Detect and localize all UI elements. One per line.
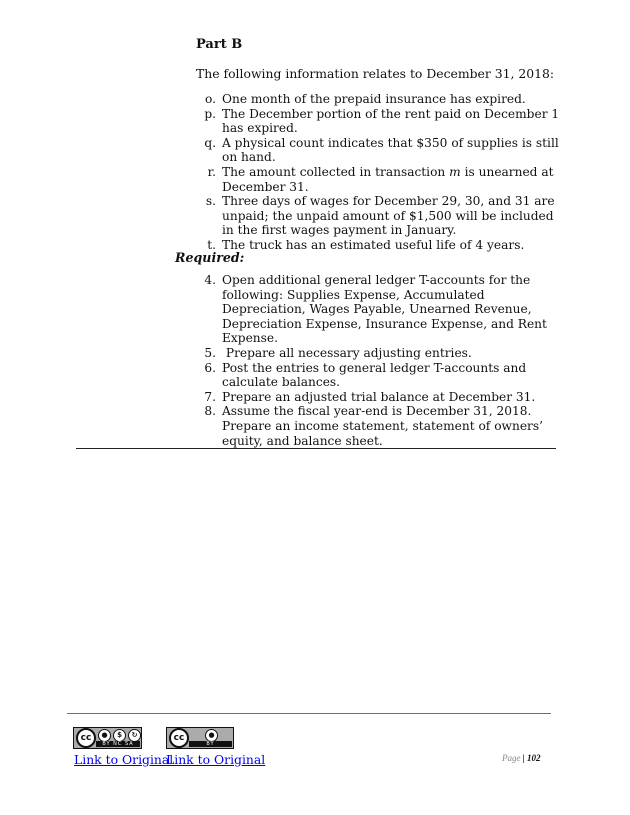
item-text: The truck has an estimated useful life of 4 years.: [222, 237, 525, 252]
intro-text: The following information relates to December 31, 2018:: [196, 66, 555, 81]
item-text: The December portion of the rent paid on December 1 has expired.: [222, 106, 560, 136]
item-marker: p.: [204, 106, 216, 121]
license-icons: [189, 729, 218, 742]
list-item: [196, 194, 566, 238]
badge-caption: BY NC SA: [96, 741, 140, 747]
step-marker: 8.: [204, 404, 216, 419]
step-marker: 5.: [204, 345, 216, 360]
page-label: Page: [502, 753, 521, 763]
list-item: [196, 390, 568, 405]
badge-caption: BY: [189, 741, 232, 747]
noncommercial-icon: $: [113, 729, 126, 742]
list-item: [196, 361, 568, 390]
list-item: [196, 238, 566, 253]
item-marker: q.: [204, 135, 216, 150]
cc-by-nc-sa-badge: [73, 727, 142, 749]
list-item: [196, 92, 566, 107]
adjustment-list: [196, 92, 566, 253]
step-text: Assume the fiscal year-end is December 31, 2018. Prepare an income statement, statement of owners’ equity, and balance sheet.: [222, 404, 543, 448]
step-text: Prepare all necessary adjusting entries.: [222, 345, 472, 360]
link-to-original-a[interactable]: Link to Original: [74, 752, 174, 767]
page-number: [502, 753, 540, 763]
required-steps-list: [196, 273, 568, 448]
list-item: [196, 165, 566, 194]
cc-icon: cc: [76, 728, 96, 748]
part-title: Part B: [196, 37, 243, 52]
step-marker: 7.: [204, 389, 216, 404]
item-text: One month of the prepaid insurance has expired.: [222, 92, 526, 106]
list-item: [196, 346, 568, 361]
page-separator: |: [522, 753, 525, 763]
section-divider: [76, 448, 556, 449]
item-text: A physical count indicates that $350 of supplies is still on hand.: [222, 135, 559, 165]
link-to-original-b[interactable]: Link to Original: [166, 752, 266, 767]
item-marker: s.: [205, 194, 216, 209]
step-text: Open additional general ledger T-accounts for the following: Supplies Expense, Accumulated Depreciation, Wages Payable, Unearned Revenue, Depreciation Expense, Insurance Expense, and Rent Expense.: [222, 273, 547, 346]
item-text: Three days of wages for December 29, 30, and 31 are unpaid; the unpaid amount of $1,500 will be included in the first wages payment in January.: [222, 194, 555, 238]
list-item: [196, 273, 568, 346]
list-item: [196, 136, 566, 165]
list-item: [196, 107, 566, 136]
required-heading: Required:: [175, 250, 245, 265]
page-number-value: 102: [526, 753, 541, 763]
footer-divider: [67, 713, 551, 714]
step-marker: 4.: [204, 273, 216, 287]
item-marker: o.: [205, 92, 216, 106]
license-icons: [96, 729, 141, 742]
item-marker: t.: [207, 237, 216, 252]
list-item: [196, 404, 568, 448]
item-text-part: is unearned at December 31.: [222, 164, 554, 194]
cc-by-badge: [166, 727, 234, 749]
item-marker: r.: [207, 164, 216, 179]
item-text-italic: m: [449, 164, 461, 179]
cc-icon: cc: [169, 728, 189, 748]
attribution-icon: ●: [98, 729, 111, 742]
item-text: [222, 165, 566, 194]
step-marker: 6.: [204, 360, 216, 375]
item-text-part: The amount collected in transaction: [222, 164, 450, 179]
sharealike-icon: ↻: [128, 729, 141, 742]
step-text: Post the entries to general ledger T-accounts and calculate balances.: [222, 360, 527, 390]
step-text: Prepare an adjusted trial balance at December 31.: [222, 389, 536, 404]
attribution-icon: ●: [205, 729, 218, 742]
